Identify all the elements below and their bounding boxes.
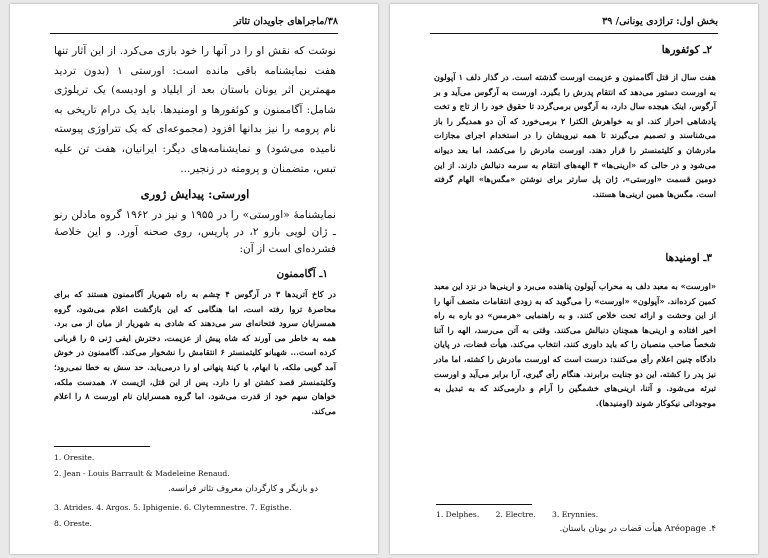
footnote-text: هیأت قضات در یونان باستان. bbox=[559, 524, 662, 534]
footnote: 3. Erynnies. bbox=[552, 510, 599, 519]
right-page bbox=[390, 4, 758, 554]
footnote: 1. Oresite. bbox=[54, 453, 95, 462]
footnote-list bbox=[54, 500, 291, 532]
footnote-number: ۴. bbox=[708, 524, 716, 534]
running-head: ۳۸/ماجراهای جاویدان تئاتر bbox=[50, 16, 338, 34]
footnote bbox=[559, 524, 716, 534]
footnote-list bbox=[54, 450, 230, 482]
paragraph: «اورست» به معبد دلف به محراب آپولون پناهنده می‌برد و ارینی‌ها در نزد این معبد کمین کرده‌اند. «آپولون» «اورست» را می‌گوید که به زودی انتقامات متصف آنها را از این وحشت و ارائه تحت خلاص کنند. و به راهنمایی «هرمس» دو باره به راه اخیر افتاده و ارینی‌ها همچنان دنبالش می‌کنند. وقتی به آتن می‌رسد، الهه را آتنا شخصاً صاحب منصبان را که باید داوری کنند، انتخاب می‌کند. هیأت قضات، در پایان دادگاه چنین اعلام رأی می‌کنند: درست است که اورست مادرش را کشته، اما مادر نیز پدر را کشته. این دو جنایت برابرند. هنگام رأی گیری، آرا برابر می‌آید و اورست تبرئه می‌شود. و آتنا، ارینی‌های خشمگین را آرام و دارمی‌کند که به تبدیل به موجوداتی نیکوکار شوند (اومنیدها). bbox=[434, 281, 716, 408]
section-title: اورستی: پیدایش ژوری bbox=[140, 187, 250, 201]
heading: ۳ـ اومنیدها bbox=[665, 252, 712, 264]
footnote: 3. Atrides. 4. Argos. 5. Iphigenie. 6. Clytemnestre. 7. Egisthe. bbox=[54, 503, 292, 512]
footnote: دو بازیگر و کارگردان معروف تئاتر فرانسه. bbox=[167, 484, 318, 494]
footnote-rule bbox=[436, 504, 532, 505]
heading: ۲ـ کوئفورها bbox=[661, 44, 712, 56]
paragraph: هفت سال از قتل آگاممنون و عزیمت اورست گذشته است. در گذار دلف ۱ آپولون به اورست دستور می‌دهد که انتقام پدرش را بگیرد. اورست به آرگوس می‌آید و بر آرگوس، اینک هیجده سال دارد، به آرگوس برمی‌گردد تا حقوق خود را از تاج و تخت پادشاهی احراز کند. او به خواهرش الکترا ۲ برمی‌خورد که آن دو همدیگر را باز می‌شناسند و تصمیم می‌گیرند تا همه نیرویشان را در استخدام اجرای مجازات مادرشان و کلیتمنستر را قرار دهند. اورست مادرش را می‌کشد، اما بعد دیوانه می‌شود و در حالی که «ارینی‌ها» ۳ الهه‌های انتقام به سرمه دنبالش دارند. از این دومین قسمت «اورستی»، ژان پل سارتر برای نوشتن «مگس‌ها» الهام گرفته است. مگس‌ها همین ارینی‌ها هستند. bbox=[434, 72, 716, 199]
footnote: 2. Jean - Louis Barrault & Madeleine Renaud. bbox=[54, 469, 230, 478]
subheading: ۱ـ آگاممنون bbox=[276, 268, 328, 280]
paragraph: در کاخ آتریدها ۳ در آرگوس ۴ چشم به راه شهریار آگاممنون هستند که برای محاصرهٔ تروا رفته است، اما هنگامی که این بازگشت اعلام می‌شود، گروه همسرایان سرود فتحانه‌ای سر می‌دهند که شادی به شهریار از میان از می برد. همه به خاطر می آورند که شاه پیش از عزیمت، دخترش ایفی ژنی ۵ را قربانی کرده است... شهبانو کلیتمنستر ۶ انتقامش را نشخوار می‌کند. آگاممنون در خوش آمد گویی ملکه، با ابهام، با کینهٔ پنهانی او را درمی‌یابد. حد سش به خطا نمی‌رود؛ وکلیتمنستر قصد کشتن او را دارد. پس از این قتل، اژیست ۷، همدست ملکه، خواهان سهم خود از قدرت می‌شود. اما گروه همسرایان نام اورست ۸ را اعلام می‌کند. bbox=[54, 289, 336, 416]
running-head: بخش اول: تراژدی یونانی/ ۳۹ bbox=[430, 16, 718, 34]
footnote-list bbox=[436, 510, 612, 519]
paragraph: نمایشنامهٔ «اورستی» را در ۱۹۵۵ و نیز در ۱۹۶۲ گروه مادلن رنو ـ ژان لویی بارو ۲، در پاریس، روی صحنه آورد. و این خلاصهٔ فشرده‌ای است از آن: bbox=[54, 209, 336, 255]
footnote-rule bbox=[54, 446, 150, 447]
paragraph: نوشت که نقش او را در آنها را خود بازی می‌کرد. از این آثار تنها هفت نمایشنامه باقی مانده است: اورستی ۱ (بدون تردید مهمترین اثر یونان باستان بعد از ایلیاد و اودیسه) یک تریلوژی شامل: آگاممنون و کوئفورها و اومنیدها. باید یک درام تاریخی به نام پرومه را نیز بدانها افزود (مجموعه‌ای که یک تتراوژی پیوسته نامیده می‌شود) و نمایشنامه‌های دیگر: ایرانیان، هفت تن علیه تبس، متضمنان و پرومته در زنجیر... bbox=[54, 45, 336, 175]
left-page bbox=[10, 4, 378, 554]
footnote: 8. Oreste. bbox=[54, 519, 92, 528]
footnote: 2. Electre. bbox=[495, 510, 536, 519]
footnote-term: Aréopage bbox=[664, 524, 707, 534]
footnote: 1. Delphes. bbox=[436, 510, 480, 519]
